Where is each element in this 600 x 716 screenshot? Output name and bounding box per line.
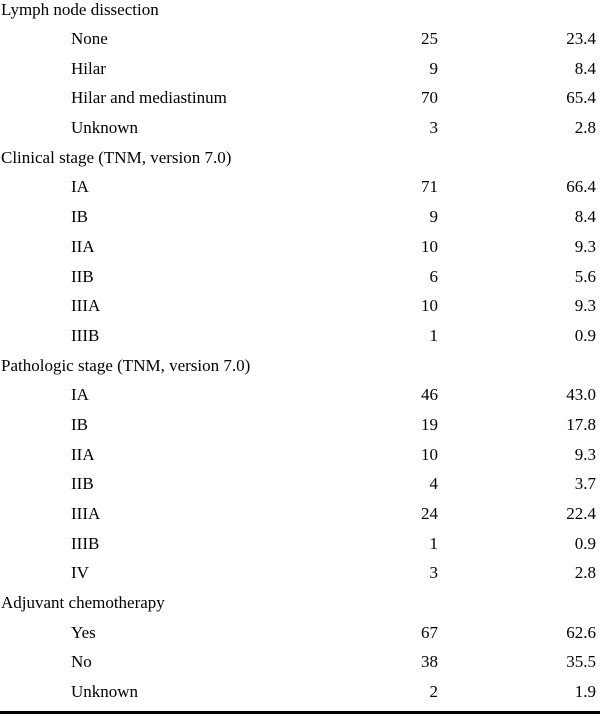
percent-cell: 1.9 [574,682,596,702]
row-label: No [71,652,92,672]
count-cell: 67 [421,622,438,642]
row-label: IIIA [71,504,101,523]
count-cell: 10 [421,444,438,464]
section-label: Adjuvant chemotherapy [1,593,165,613]
percent-cell: 62.6 [566,622,596,642]
table-row [0,440,600,470]
row-label: IIA [71,236,95,256]
row-label: IV [71,563,89,583]
table-row [0,172,600,202]
percent-cell: 2.8 [574,118,596,138]
percent-cell: 0.9 [574,325,596,345]
percent-cell: 8.4 [574,58,596,78]
section-label: Pathologic stage (TNM, version 7.0) [1,355,251,375]
count-cell: 4 [429,474,438,494]
count-cell: 70 [421,88,438,108]
percent-cell: 9.3 [574,296,596,316]
table-row [0,618,600,648]
row-label: IIIA [71,296,101,316]
percent-cell: 22.4 [566,504,596,523]
table-row [0,321,600,351]
section-header-row [0,351,600,381]
percent-cell: 9.3 [574,236,596,256]
table-row [0,202,600,232]
row-label: IIB [71,266,94,286]
row-label: IB [71,414,88,434]
row-label: IIA [71,444,95,464]
row-label: Yes [71,622,96,642]
count-cell: 1 [429,325,438,345]
count-cell: 10 [421,236,438,256]
count-cell: 2 [429,682,438,702]
table-row [0,529,600,559]
table-bottom-rule [0,711,600,714]
count-cell: 9 [429,58,438,78]
table-row [0,499,600,529]
section-header-row [0,588,600,618]
count-cell: 71 [421,177,438,197]
row-label: Hilar [71,58,106,78]
percent-cell: 23.4 [566,29,596,48]
percent-cell: 65.4 [566,88,596,108]
table-row [0,380,600,410]
count-cell: 25 [421,29,438,48]
count-cell: 1 [429,533,438,553]
table-row [0,677,600,707]
table-row [0,113,600,143]
section-label: Clinical stage (TNM, version 7.0) [1,147,232,167]
count-cell: 9 [429,207,438,227]
count-cell: 46 [421,385,438,405]
row-label: Unknown [71,118,139,138]
row-label: Unknown [71,682,139,702]
count-cell: 10 [421,296,438,316]
row-label: IIIB [71,325,100,345]
section-label: Lymph node dissection [1,0,159,19]
table-row [0,232,600,262]
table-row [0,83,600,113]
row-label: IA [71,385,89,405]
table-row [0,24,600,54]
percent-cell: 43.0 [566,385,596,405]
count-cell: 3 [429,563,438,583]
table-row [0,410,600,440]
row-label: None [71,29,108,48]
section-header-row [0,0,600,24]
row-label: Hilar and mediastinum [71,88,227,108]
row-label: IIIB [71,533,100,553]
percent-cell: 3.7 [574,474,596,494]
percent-cell: 8.4 [574,207,596,227]
percent-cell: 17.8 [566,414,596,434]
percent-cell: 9.3 [574,444,596,464]
table-row [0,54,600,84]
count-cell: 19 [421,414,438,434]
percent-cell: 0.9 [574,533,596,553]
count-cell: 3 [429,118,438,138]
count-cell: 24 [421,504,438,523]
table-row [0,558,600,588]
count-cell: 6 [429,266,438,286]
table-row [0,291,600,321]
percent-cell: 2.8 [574,563,596,583]
row-label: IIB [71,474,94,494]
table-row [0,647,600,677]
table-row [0,469,600,499]
section-header-row [0,143,600,173]
percent-cell: 5.6 [574,266,596,286]
percent-cell: 35.5 [566,652,596,672]
table-row [0,262,600,292]
count-cell: 38 [421,652,438,672]
percent-cell: 66.4 [566,177,596,197]
row-label: IA [71,177,89,197]
row-label: IB [71,207,88,227]
